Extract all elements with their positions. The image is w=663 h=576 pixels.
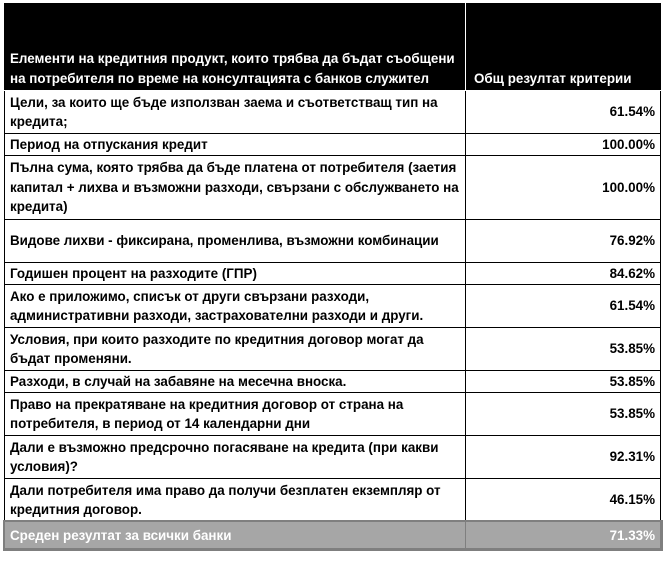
table-row	[5, 263, 661, 285]
results-table-container	[4, 3, 660, 549]
row-value: 53.85%	[466, 393, 661, 436]
row-value: 53.85%	[466, 371, 661, 393]
table-row	[5, 134, 661, 156]
row-value: 61.54%	[466, 285, 661, 328]
table-header-row	[5, 4, 661, 91]
row-label: Цели, за които ще бъде използван заема и съответстващ тип на кредита;	[5, 91, 466, 134]
average-label: Среден резултат за всички банки	[5, 522, 466, 549]
header-result: Общ резултат критерии	[466, 4, 661, 91]
row-label: Условия, при които разходите по кредитния договор могат да бъдат променяни.	[5, 328, 466, 371]
row-label: Дали е възможно предсрочно погасяване на кредита (при какви условия)?	[5, 436, 466, 479]
table-row	[5, 285, 661, 328]
row-label: Ако е приложимо, списък от други свързани разходи, административни разходи, застрахователни разходи и други.	[5, 285, 466, 328]
header-criteria: Елементи на кредитния продукт, които трябва да бъдат съобщени на потребителя по време на консултацията с банков служител	[5, 4, 466, 91]
row-label: Пълна сума, която трябва да бъде платена от потребителя (заетия капитал + лихва и възможни разходи, свързани с обслужването на кредита)	[5, 156, 466, 220]
average-row	[5, 522, 661, 549]
results-table	[4, 3, 661, 549]
row-value: 46.15%	[466, 479, 661, 522]
row-label: Дали потребителя има право да получи безплатен екземпляр от кредитния договор.	[5, 479, 466, 522]
table-row	[5, 220, 661, 263]
average-value: 71.33%	[466, 522, 661, 549]
row-value: 84.62%	[466, 263, 661, 285]
row-label: Годишен процент на разходите (ГПР)	[5, 263, 466, 285]
row-value: 61.54%	[466, 91, 661, 134]
row-value: 100.00%	[466, 134, 661, 156]
row-label: Разходи, в случай на забавяне на месечна вноска.	[5, 371, 466, 393]
table-row	[5, 91, 661, 134]
table-row	[5, 328, 661, 371]
table-row	[5, 156, 661, 220]
table-row	[5, 479, 661, 522]
row-label: Период на отпускания кредит	[5, 134, 466, 156]
row-value: 100.00%	[466, 156, 661, 220]
table-row	[5, 393, 661, 436]
table-row	[5, 371, 661, 393]
table-row	[5, 436, 661, 479]
row-value: 92.31%	[466, 436, 661, 479]
row-label: Видове лихви - фиксирана, променлива, възможни комбинации	[5, 220, 466, 263]
row-value: 76.92%	[466, 220, 661, 263]
row-label: Право на прекратяване на кредитния договор от страна на потребителя, в период от 14 календарни дни	[5, 393, 466, 436]
row-value: 53.85%	[466, 328, 661, 371]
